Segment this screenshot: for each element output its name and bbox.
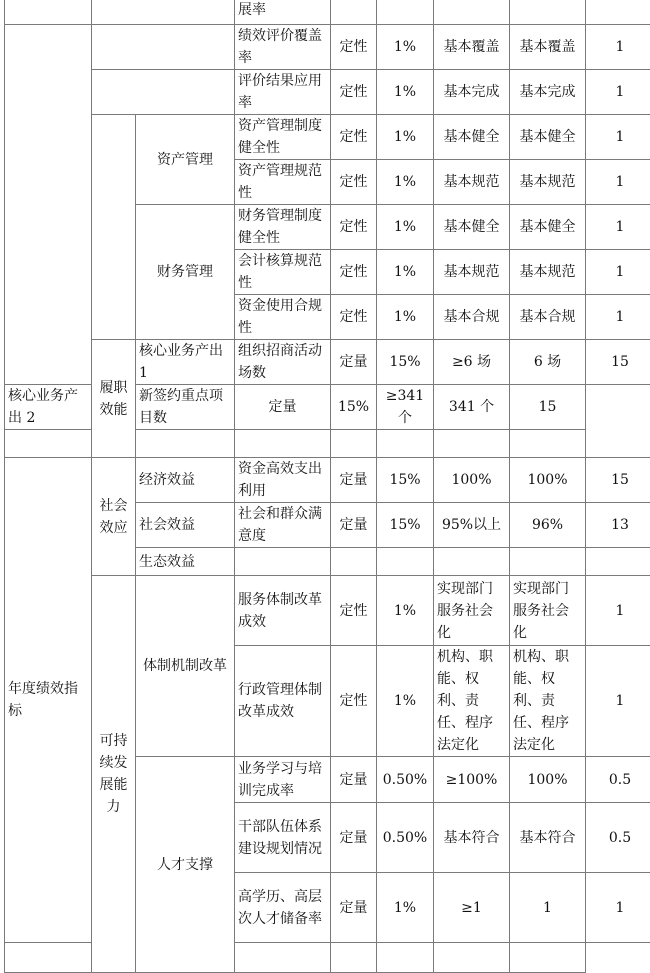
score-cell: 1 xyxy=(586,250,650,295)
target-cell: 基本规范 xyxy=(434,160,510,205)
actual-cell-empty xyxy=(510,548,586,576)
target-cell: 基本规范 xyxy=(434,250,510,295)
metric-cell: 服务体制改革成效 xyxy=(235,576,331,646)
score-cell-empty xyxy=(510,430,586,458)
metric-cell: 组织招商活动场数 xyxy=(235,340,331,385)
weight-cell: 15% xyxy=(377,340,434,385)
actual-cell: 100% xyxy=(510,458,586,503)
metric-cell: 业务学习与培训完成率 xyxy=(235,757,331,803)
actual-cell-empty xyxy=(434,430,510,458)
table-row xyxy=(5,115,650,160)
weight-cell: 1% xyxy=(377,70,434,115)
performance-indicator-table xyxy=(4,0,650,973)
target-cell: 95%以上 xyxy=(434,503,510,548)
level2-cell-empty xyxy=(92,115,136,340)
weight-cell: 15% xyxy=(377,503,434,548)
level3-cell: 生态效益 xyxy=(136,548,235,576)
level2-sustainable-development: 可持续发展能力 xyxy=(92,576,136,973)
table-row xyxy=(5,70,650,115)
target-cell: 基本完成 xyxy=(434,70,510,115)
actual-cell: 实现部门服务社会化 xyxy=(510,576,586,646)
score-cell: 1 xyxy=(586,205,650,250)
nature-cell: 定性 xyxy=(331,646,377,757)
metric-cell-empty xyxy=(136,430,235,458)
metric-cell: 干部队伍体系建设规划情况 xyxy=(235,803,331,873)
weight-cell: 1% xyxy=(377,115,434,160)
target-cell: 基本合规 xyxy=(434,295,510,340)
score-cell-empty xyxy=(586,548,650,576)
target-cell-empty xyxy=(434,548,510,576)
level3-cell: 经济效益 xyxy=(136,458,235,503)
score-cell xyxy=(586,0,650,25)
level2-cell-empty xyxy=(92,0,235,25)
metric-cell: 展率 xyxy=(235,0,331,25)
metric-cell: 新签约重点项目数 xyxy=(136,385,235,430)
weight-cell: 1% xyxy=(377,295,434,340)
nature-cell: 定性 xyxy=(331,295,377,340)
weight-cell-empty xyxy=(331,943,377,973)
level1-cell-empty xyxy=(5,25,92,385)
actual-cell: 基本健全 xyxy=(510,205,586,250)
nature-cell-empty xyxy=(331,548,377,576)
score-cell: 1 xyxy=(586,295,650,340)
metric-cell: 资金高效支出利用 xyxy=(235,458,331,503)
weight-cell: 1% xyxy=(377,160,434,205)
level3-cell: 社会效益 xyxy=(136,503,235,548)
nature-cell: 定量 xyxy=(331,340,377,385)
target-cell: 基本健全 xyxy=(434,205,510,250)
score-cell: 1 xyxy=(586,873,650,943)
actual-cell: 341 个 xyxy=(434,385,510,430)
target-cell: 机构、职能、权利、责任、程序法定化 xyxy=(434,646,510,757)
metric-cell: 高学历、高层次人才储备率 xyxy=(235,873,331,943)
target-cell: 基本覆盖 xyxy=(434,25,510,70)
nature-cell: 定量 xyxy=(331,803,377,873)
weight-cell-empty xyxy=(377,548,434,576)
target-cell: 实现部门服务社会化 xyxy=(434,576,510,646)
level2-cell-empty xyxy=(92,25,235,70)
weight-cell: 1% xyxy=(377,250,434,295)
weight-cell-empty xyxy=(331,430,377,458)
level3-system-reform: 体制机制改革 xyxy=(136,576,235,757)
actual-cell: 基本规范 xyxy=(510,250,586,295)
metric-cell: 资产管理制度健全性 xyxy=(235,115,331,160)
actual-cell: 机构、职能、权利、责任、程序法定化 xyxy=(510,646,586,757)
metric-cell: 绩效评价覆盖率 xyxy=(235,25,331,70)
level3-talent-support: 人才支撑 xyxy=(136,757,235,973)
weight-cell xyxy=(377,0,434,25)
actual-cell: 100% xyxy=(510,757,586,803)
score-cell: 1 xyxy=(586,646,650,757)
level3-cell-empty xyxy=(5,430,92,458)
nature-cell: 定量 xyxy=(331,873,377,943)
actual-cell: 1 xyxy=(510,873,586,943)
nature-cell-empty xyxy=(235,943,331,973)
target-cell: ≥1 xyxy=(434,873,510,943)
actual-cell: 基本规范 xyxy=(510,160,586,205)
table-row xyxy=(5,576,650,646)
table-row xyxy=(5,340,650,385)
level2-cell-empty xyxy=(92,70,235,115)
actual-cell: 6 场 xyxy=(510,340,586,385)
metric-cell: 行政管理体制改革成效 xyxy=(235,646,331,757)
actual-cell xyxy=(510,0,586,25)
weight-cell: 0.50% xyxy=(377,757,434,803)
nature-cell: 定性 xyxy=(331,250,377,295)
nature-cell: 定性 xyxy=(331,70,377,115)
score-cell: 15 xyxy=(510,385,586,430)
target-cell: ≥6 场 xyxy=(434,340,510,385)
weight-cell: 0.50% xyxy=(377,803,434,873)
score-cell: 1 xyxy=(586,160,650,205)
metric-cell: 社会和群众满意度 xyxy=(235,503,331,548)
nature-cell-empty xyxy=(235,430,331,458)
score-cell: 1 xyxy=(586,576,650,646)
metric-cell: 资产管理规范性 xyxy=(235,160,331,205)
level2-social-effect: 社会效应 xyxy=(92,458,136,576)
score-cell: 1 xyxy=(586,115,650,160)
table-row xyxy=(5,0,650,25)
level1-annual-performance: 年度绩效指标 xyxy=(5,458,92,943)
score-cell: 0.5 xyxy=(586,757,650,803)
table-row xyxy=(5,25,650,70)
nature-cell: 定性 xyxy=(331,205,377,250)
nature-cell: 定性 xyxy=(331,25,377,70)
score-cell: 1 xyxy=(586,25,650,70)
actual-cell: 基本合规 xyxy=(510,295,586,340)
score-cell: 15 xyxy=(586,458,650,503)
nature-cell: 定量 xyxy=(331,458,377,503)
score-cell: 15 xyxy=(586,340,650,385)
weight-cell: 15% xyxy=(331,385,377,430)
metric-cell: 评价结果应用率 xyxy=(235,70,331,115)
score-cell: 13 xyxy=(586,503,650,548)
level1-cell-empty xyxy=(5,0,92,25)
level3-asset-management: 资产管理 xyxy=(136,115,235,205)
metric-cell-empty xyxy=(235,548,331,576)
level3-finance-management: 财务管理 xyxy=(136,205,235,340)
target-cell: ≥341 个 xyxy=(377,385,434,430)
nature-cell: 定性 xyxy=(331,115,377,160)
target-cell: ≥100% xyxy=(434,757,510,803)
level2-duty-efficiency: 履职效能 xyxy=(92,340,136,458)
actual-cell: 基本符合 xyxy=(510,803,586,873)
weight-cell: 1% xyxy=(377,646,434,757)
nature-cell: 定性 xyxy=(331,160,377,205)
weight-cell: 1% xyxy=(377,205,434,250)
weight-cell: 1% xyxy=(377,873,434,943)
score-cell: 1 xyxy=(586,70,650,115)
actual-cell: 基本健全 xyxy=(510,115,586,160)
nature-cell xyxy=(331,0,377,25)
table-row xyxy=(5,458,650,503)
level3-cell: 核心业务产出 1 xyxy=(136,340,235,385)
weight-cell: 1% xyxy=(377,576,434,646)
metric-cell: 会计核算规范性 xyxy=(235,250,331,295)
target-cell-empty xyxy=(377,430,434,458)
metric-cell: 资金使用合规性 xyxy=(235,295,331,340)
nature-cell: 定量 xyxy=(235,385,331,430)
weight-cell: 15% xyxy=(377,458,434,503)
metric-cell: 财务管理制度健全性 xyxy=(235,205,331,250)
target-cell: 基本符合 xyxy=(434,803,510,873)
nature-cell: 定量 xyxy=(331,503,377,548)
nature-cell: 定性 xyxy=(331,576,377,646)
actual-cell: 基本完成 xyxy=(510,70,586,115)
level3-cell: 核心业务产出 2 xyxy=(5,385,92,430)
actual-cell: 基本覆盖 xyxy=(510,25,586,70)
nature-cell: 定量 xyxy=(331,757,377,803)
target-cell-empty xyxy=(377,943,434,973)
score-cell: 0.5 xyxy=(586,803,650,873)
target-cell: 基本健全 xyxy=(434,115,510,160)
score-cell-empty xyxy=(510,943,586,973)
target-cell: 100% xyxy=(434,458,510,503)
actual-cell: 96% xyxy=(510,503,586,548)
target-cell xyxy=(434,0,510,25)
weight-cell: 1% xyxy=(377,25,434,70)
metric-cell-empty xyxy=(5,943,92,973)
actual-cell-empty xyxy=(434,943,510,973)
